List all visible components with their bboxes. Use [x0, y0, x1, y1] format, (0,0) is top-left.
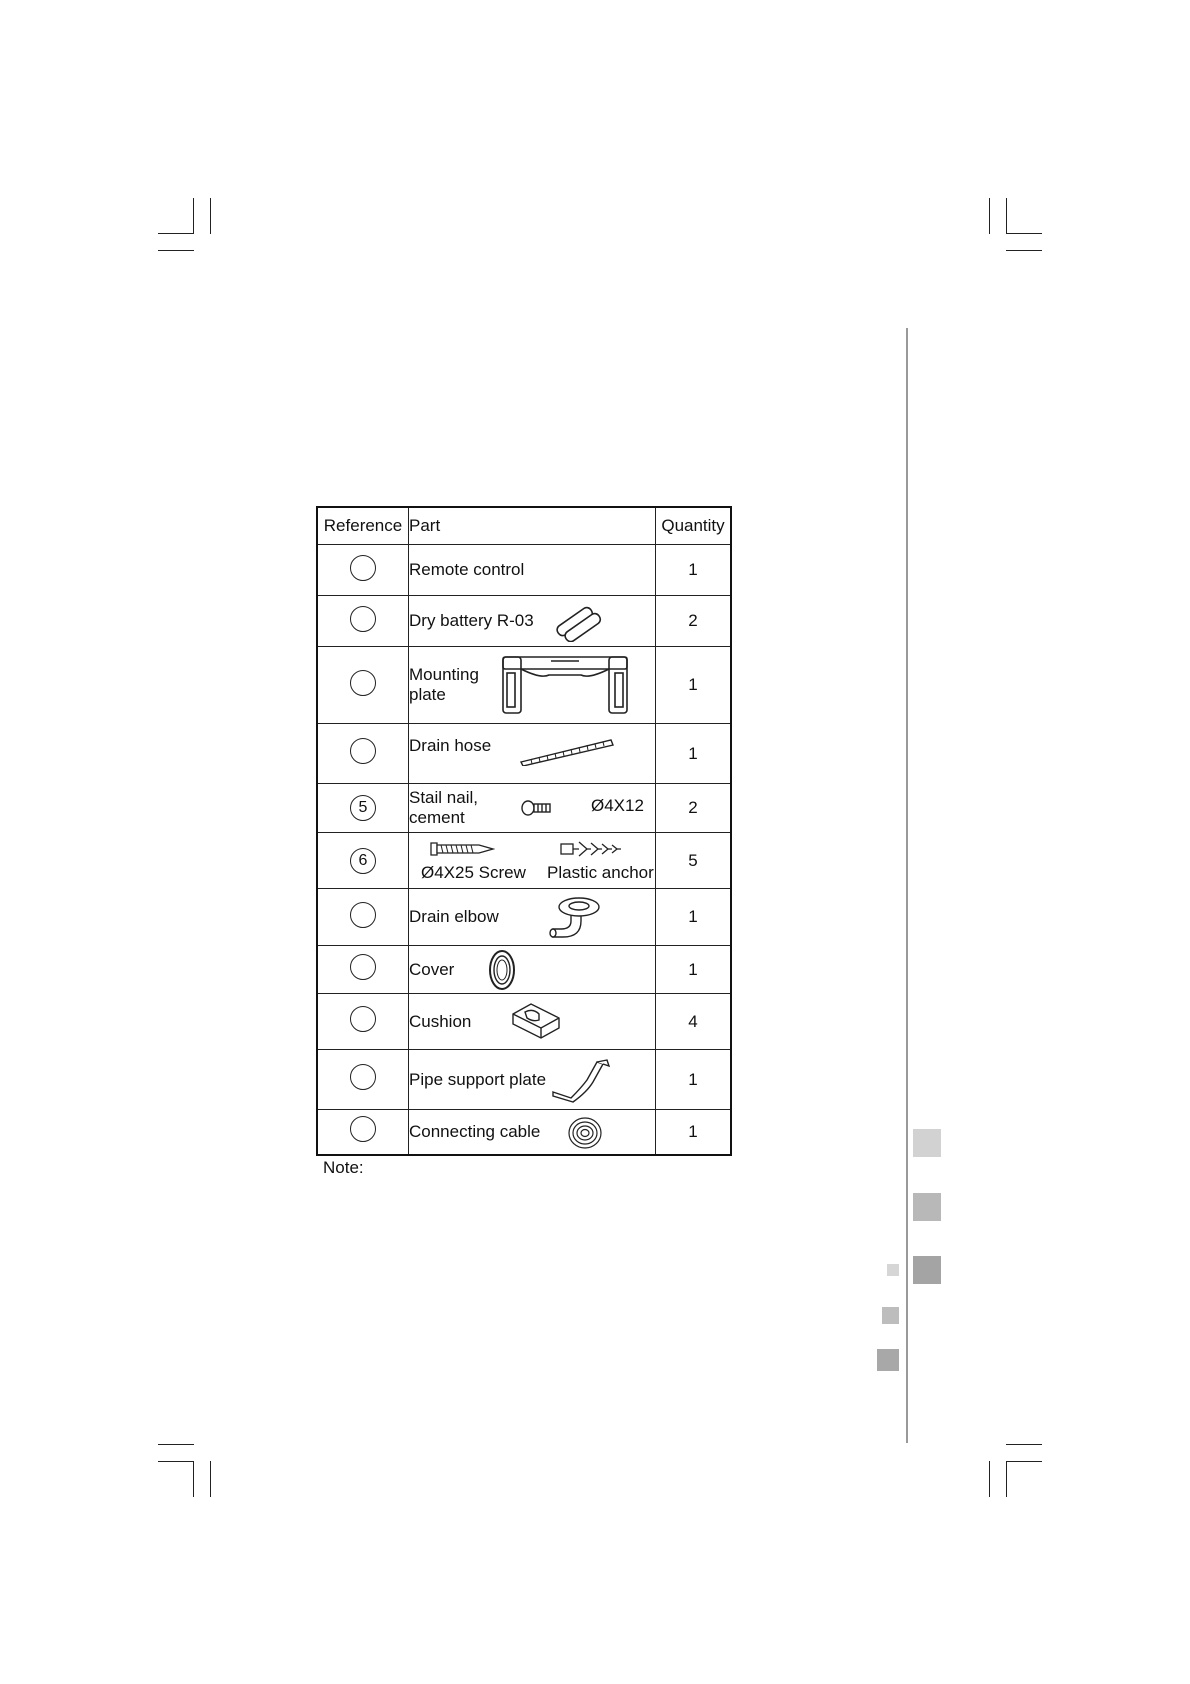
part-cell [409, 1110, 656, 1155]
crop-mark [989, 1461, 990, 1497]
part-cell [409, 784, 656, 833]
quantity-cell: 1 [656, 946, 732, 994]
quantity-cell: 1 [656, 724, 732, 784]
reference-cell [317, 1110, 409, 1155]
reference-circle [350, 555, 376, 581]
part-cell [409, 647, 656, 724]
header-reference: Reference [317, 507, 409, 545]
reference-circle [350, 738, 376, 764]
reference-circle [350, 902, 376, 928]
quantity-cell: 2 [656, 784, 732, 833]
crop-mark [989, 198, 990, 234]
reference-circle [350, 954, 376, 980]
table-row [317, 647, 731, 724]
crop-mark [1006, 198, 1007, 234]
part-name: Drain hose [409, 735, 492, 755]
reference-cell [317, 994, 409, 1050]
crop-mark [1006, 1461, 1007, 1497]
part-cell [409, 889, 656, 946]
reference-cell [317, 647, 409, 724]
crop-mark [1006, 1461, 1042, 1462]
crop-mark [210, 198, 211, 234]
reference-cell [317, 596, 409, 647]
part-cell [409, 994, 656, 1050]
table-header-row [317, 507, 731, 545]
reference-cell [317, 784, 409, 833]
crop-mark [158, 1444, 194, 1445]
reference-circle [350, 1116, 376, 1142]
table-row [317, 596, 731, 647]
quantity-cell: 1 [656, 1050, 732, 1110]
crop-mark [158, 1461, 194, 1462]
crop-mark [210, 1461, 211, 1497]
reference-circle [350, 670, 376, 696]
reference-circle: 6 [350, 848, 376, 874]
quantity-cell: 2 [656, 596, 732, 647]
anchor-label: Plastic anchor [547, 863, 654, 882]
part-name: Drain elbow [409, 907, 499, 926]
screw-label: Ø4X25 Screw [421, 863, 526, 882]
part-name-line: plate [409, 685, 446, 704]
note-label: Note: [323, 1158, 364, 1177]
table-row [317, 724, 731, 784]
reference-cell [317, 833, 409, 889]
drain-elbow-icon [549, 895, 603, 941]
reference-cell [317, 946, 409, 994]
crop-mark [193, 198, 194, 234]
quantity-cell: 5 [656, 833, 732, 889]
table-row [317, 545, 731, 596]
side-square [913, 1193, 941, 1221]
reference-cell [317, 889, 409, 946]
part-cell [409, 724, 656, 784]
cover-ring-icon [487, 948, 517, 992]
table-row [317, 833, 731, 889]
crop-mark [193, 1461, 194, 1497]
crop-mark [158, 233, 194, 234]
nail-spec: Ø4X12 [591, 796, 644, 815]
side-square [913, 1256, 941, 1284]
table-row [317, 889, 731, 946]
part-cell [409, 833, 656, 889]
cable-coil-icon [567, 1116, 603, 1150]
reference-cell [317, 1050, 409, 1110]
side-square [877, 1349, 899, 1371]
side-square [887, 1264, 899, 1276]
crop-mark [1006, 1444, 1042, 1445]
part-name: Cover [409, 959, 455, 979]
quantity-cell: 1 [656, 889, 732, 946]
margin-rule [906, 328, 908, 1443]
reference-cell [317, 724, 409, 784]
table-row [317, 946, 731, 994]
crop-mark [1006, 233, 1042, 234]
reference-circle [350, 606, 376, 632]
battery-icon [551, 602, 609, 642]
part-name: Cushion [409, 1011, 472, 1031]
mounting-plate-icon [501, 653, 629, 717]
reference-circle [350, 1064, 376, 1090]
table-row [317, 1110, 731, 1155]
reference-cell [317, 545, 409, 596]
parts-table [316, 506, 732, 1156]
table-row [317, 1050, 731, 1110]
quantity-cell: 1 [656, 647, 732, 724]
part-name: Pipe support plate [409, 1069, 547, 1089]
nail-icon [521, 798, 553, 818]
side-square [882, 1307, 899, 1324]
part-name-line: Mounting [409, 665, 479, 684]
drain-hose-icon [517, 736, 617, 766]
quantity-cell: 1 [656, 545, 732, 596]
reference-circle: 5 [350, 795, 376, 821]
side-square [913, 1129, 941, 1157]
cushion-icon [509, 1000, 563, 1040]
part-name-line: cement [409, 808, 465, 827]
header-part: Part [409, 507, 656, 545]
crop-mark [1006, 250, 1042, 251]
table-row [317, 994, 731, 1050]
header-quantity: Quantity [656, 507, 732, 545]
part-cell [409, 1050, 656, 1110]
part-name-line: Stail nail, [409, 788, 478, 807]
plastic-anchor-icon [559, 839, 625, 859]
table-row [317, 784, 731, 833]
part-cell [409, 946, 656, 994]
quantity-cell: 1 [656, 1110, 732, 1155]
part-name: Connecting cable [409, 1121, 541, 1141]
part-cell [409, 596, 656, 647]
part-cell [409, 545, 656, 596]
part-name: Dry battery R-03 [409, 611, 534, 630]
screw-icon [429, 841, 495, 857]
part-name: Remote control [409, 560, 525, 579]
quantity-cell: 4 [656, 994, 732, 1050]
crop-mark [158, 250, 194, 251]
reference-circle [350, 1006, 376, 1032]
pipe-support-plate-icon [551, 1058, 611, 1104]
